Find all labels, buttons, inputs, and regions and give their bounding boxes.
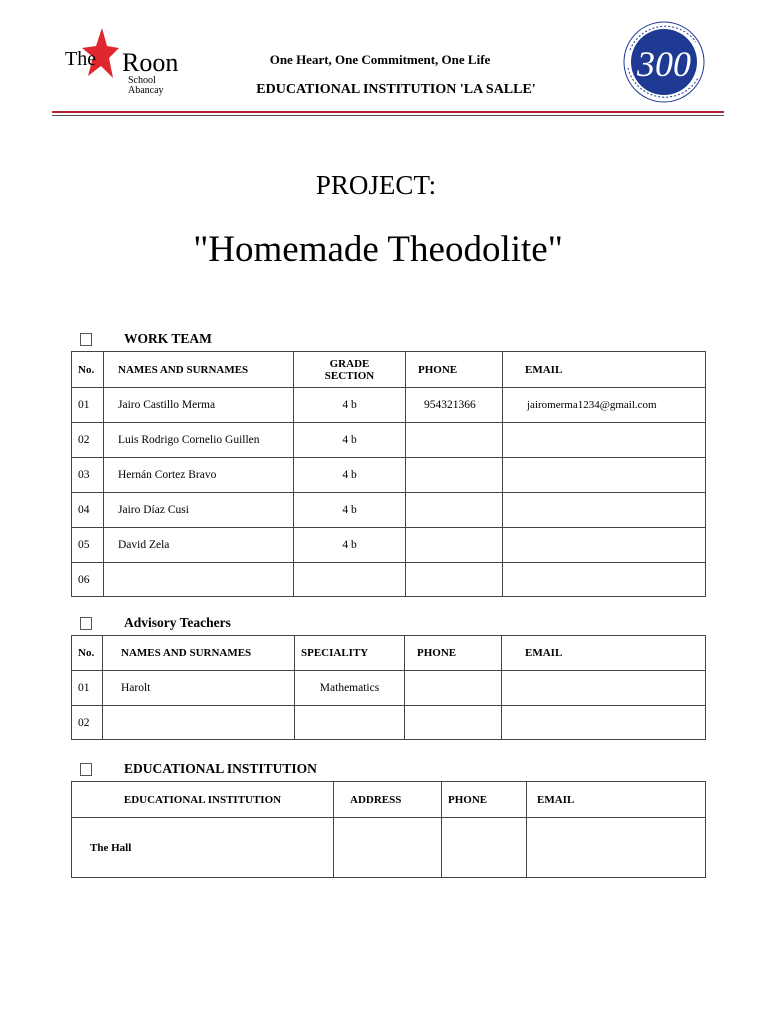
advisors-table	[71, 635, 706, 740]
table-cell: 01	[72, 388, 104, 423]
table-row	[72, 528, 706, 563]
table-cell	[406, 458, 503, 493]
table-cell	[406, 528, 503, 563]
table-row	[72, 388, 706, 423]
table-cell: 04	[72, 493, 104, 528]
work-team-heading-text: WORK TEAM	[124, 331, 212, 346]
project-title: "Homemade Theodolite"	[193, 229, 563, 270]
table-cell	[527, 818, 706, 878]
motto: One Heart, One Commitment, One Life	[269, 52, 491, 67]
table-cell	[503, 458, 706, 493]
header-cell: ADDRESS	[334, 782, 442, 818]
table-cell	[334, 818, 442, 878]
header-cell: EMAIL	[527, 782, 706, 818]
table-cell: 4 b	[294, 388, 406, 423]
table-cell: 01	[72, 671, 103, 706]
table-cell	[405, 671, 502, 706]
seal-number: 300	[637, 44, 691, 84]
table-row	[72, 706, 706, 740]
table-header-row	[72, 352, 706, 388]
header-cell: EMAIL	[503, 352, 706, 388]
table-cell: 02	[72, 423, 104, 458]
logo-city-text: Abancay	[128, 85, 164, 96]
header-cell: EMAIL	[502, 636, 706, 671]
table-row	[72, 671, 706, 706]
table-cell	[295, 706, 405, 740]
table-cell	[503, 528, 706, 563]
table-cell: Harolt	[103, 671, 295, 706]
table-row	[72, 493, 706, 528]
table-cell	[406, 563, 503, 597]
table-cell	[503, 493, 706, 528]
table-cell: 4 b	[294, 458, 406, 493]
table-cell	[294, 563, 406, 597]
table-cell: Hernán Cortez Bravo	[104, 458, 294, 493]
table-cell: Mathematics	[295, 671, 405, 706]
bullet-box-icon	[80, 763, 92, 776]
header-cell: GRADE SECTION	[294, 352, 406, 388]
table-cell	[442, 818, 527, 878]
table-row	[72, 423, 706, 458]
table-cell	[405, 706, 502, 740]
table-cell: David Zela	[104, 528, 294, 563]
table-cell	[104, 563, 294, 597]
table-cell: 4 b	[294, 423, 406, 458]
table-cell	[103, 706, 295, 740]
table-cell	[503, 563, 706, 597]
logo-school-text: School	[128, 75, 156, 86]
table-cell: 06	[72, 563, 104, 597]
project-label: PROJECT:	[315, 170, 437, 200]
table-cell	[502, 671, 706, 706]
bullet-box-icon	[80, 333, 92, 346]
table-row	[72, 818, 706, 878]
table-cell: 05	[72, 528, 104, 563]
header-cell: No.	[72, 636, 103, 671]
header-cell: SPECIALITY	[295, 636, 405, 671]
header-cell: NAMES AND SURNAMES	[104, 352, 294, 388]
table-cell	[406, 423, 503, 458]
header-cell: PHONE	[405, 636, 502, 671]
logo-roon-text: Roon	[122, 48, 179, 77]
header-rule-red	[52, 111, 724, 113]
seal-icon	[616, 20, 712, 104]
table-cell: 4 b	[294, 493, 406, 528]
logo-the-text: The	[65, 48, 97, 70]
header-cell: PHONE	[442, 782, 527, 818]
institution-heading-text: EDUCATIONAL INSTITUTION	[124, 761, 317, 776]
table-cell: Jairo Díaz Cusi	[104, 493, 294, 528]
work-team-table	[71, 351, 706, 597]
advisors-heading-text: Advisory Teachers	[124, 615, 231, 630]
header-rule-gray	[52, 115, 724, 116]
table-row	[72, 458, 706, 493]
table-cell: The Hall	[72, 818, 334, 878]
table-cell: Jairo Castillo Merma	[104, 388, 294, 423]
institution-name: EDUCATIONAL INSTITUTION 'LA SALLE'	[256, 82, 536, 97]
bullet-box-icon	[80, 617, 92, 630]
table-cell: jairomerma1234@gmail.com	[503, 388, 706, 423]
institution-table	[71, 781, 706, 878]
table-cell: 954321366	[406, 388, 503, 423]
table-cell: 4 b	[294, 528, 406, 563]
table-cell: 02	[72, 706, 103, 740]
table-header-row	[72, 782, 706, 818]
table-row	[72, 563, 706, 597]
table-cell	[502, 706, 706, 740]
table-cell	[406, 493, 503, 528]
anniversary-seal	[616, 20, 712, 104]
header-cell: EDUCATIONAL INSTITUTION	[72, 782, 334, 818]
header-cell: PHONE	[406, 352, 503, 388]
table-cell: 03	[72, 458, 104, 493]
header-cell: NAMES AND SURNAMES	[103, 636, 295, 671]
table-header-row	[72, 636, 706, 671]
header-cell: No.	[72, 352, 104, 388]
table-cell: Luis Rodrigo Cornelio Guillen	[104, 423, 294, 458]
table-cell	[503, 423, 706, 458]
